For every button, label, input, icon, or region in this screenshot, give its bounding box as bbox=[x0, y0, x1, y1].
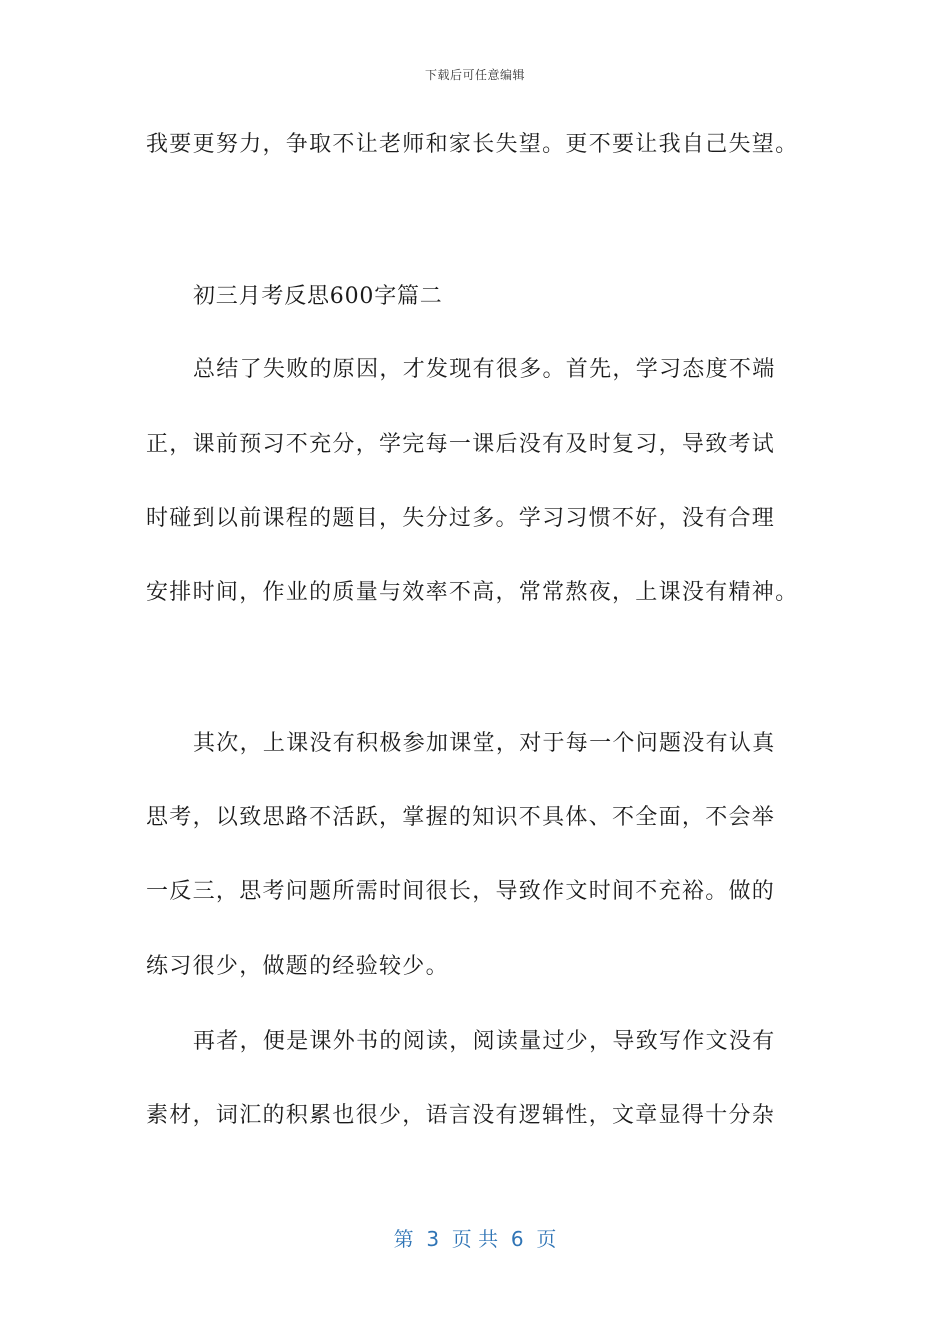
body-line: 总结了失败的原因，才发现有很多。首先，学习态度不端 bbox=[193, 357, 776, 382]
body-line: 思考，以致思路不活跃，掌握的知识不具体、不全面，不会举 bbox=[146, 805, 776, 830]
body-line: 再者，便是课外书的阅读，阅读量过少，导致写作文没有 bbox=[193, 1029, 776, 1054]
body-line: 正，课前预习不充分，学完每一课后没有及时复习，导致考试 bbox=[146, 432, 776, 457]
body-line: 其次，上课没有积极参加课堂，对于每一个问题没有认真 bbox=[193, 731, 776, 756]
section-heading: 初三月考反思600字篇二 bbox=[193, 284, 443, 309]
body-line: 一反三，思考问题所需时间很长，导致作文时间不充裕。做的 bbox=[146, 879, 776, 904]
header-note: 下载后可任意编辑 bbox=[424, 68, 525, 82]
body-line: 练习很少，做题的经验较少。 bbox=[146, 954, 449, 979]
body-line: 时碰到以前课程的题目，失分过多。学习习惯不好，没有合理 bbox=[146, 506, 776, 531]
body-line: 素材，词汇的积累也很少，语言没有逻辑性，文章显得十分杂 bbox=[146, 1103, 776, 1128]
body-line: 安排时间，作业的质量与效率不高，常常熬夜，上课没有精神。 bbox=[146, 580, 799, 605]
page-number: 第 3 页 共 6 页 bbox=[393, 1227, 557, 1251]
body-line: 我要更努力，争取不让老师和家长失望。更不要让我自己失望。 bbox=[146, 132, 799, 157]
